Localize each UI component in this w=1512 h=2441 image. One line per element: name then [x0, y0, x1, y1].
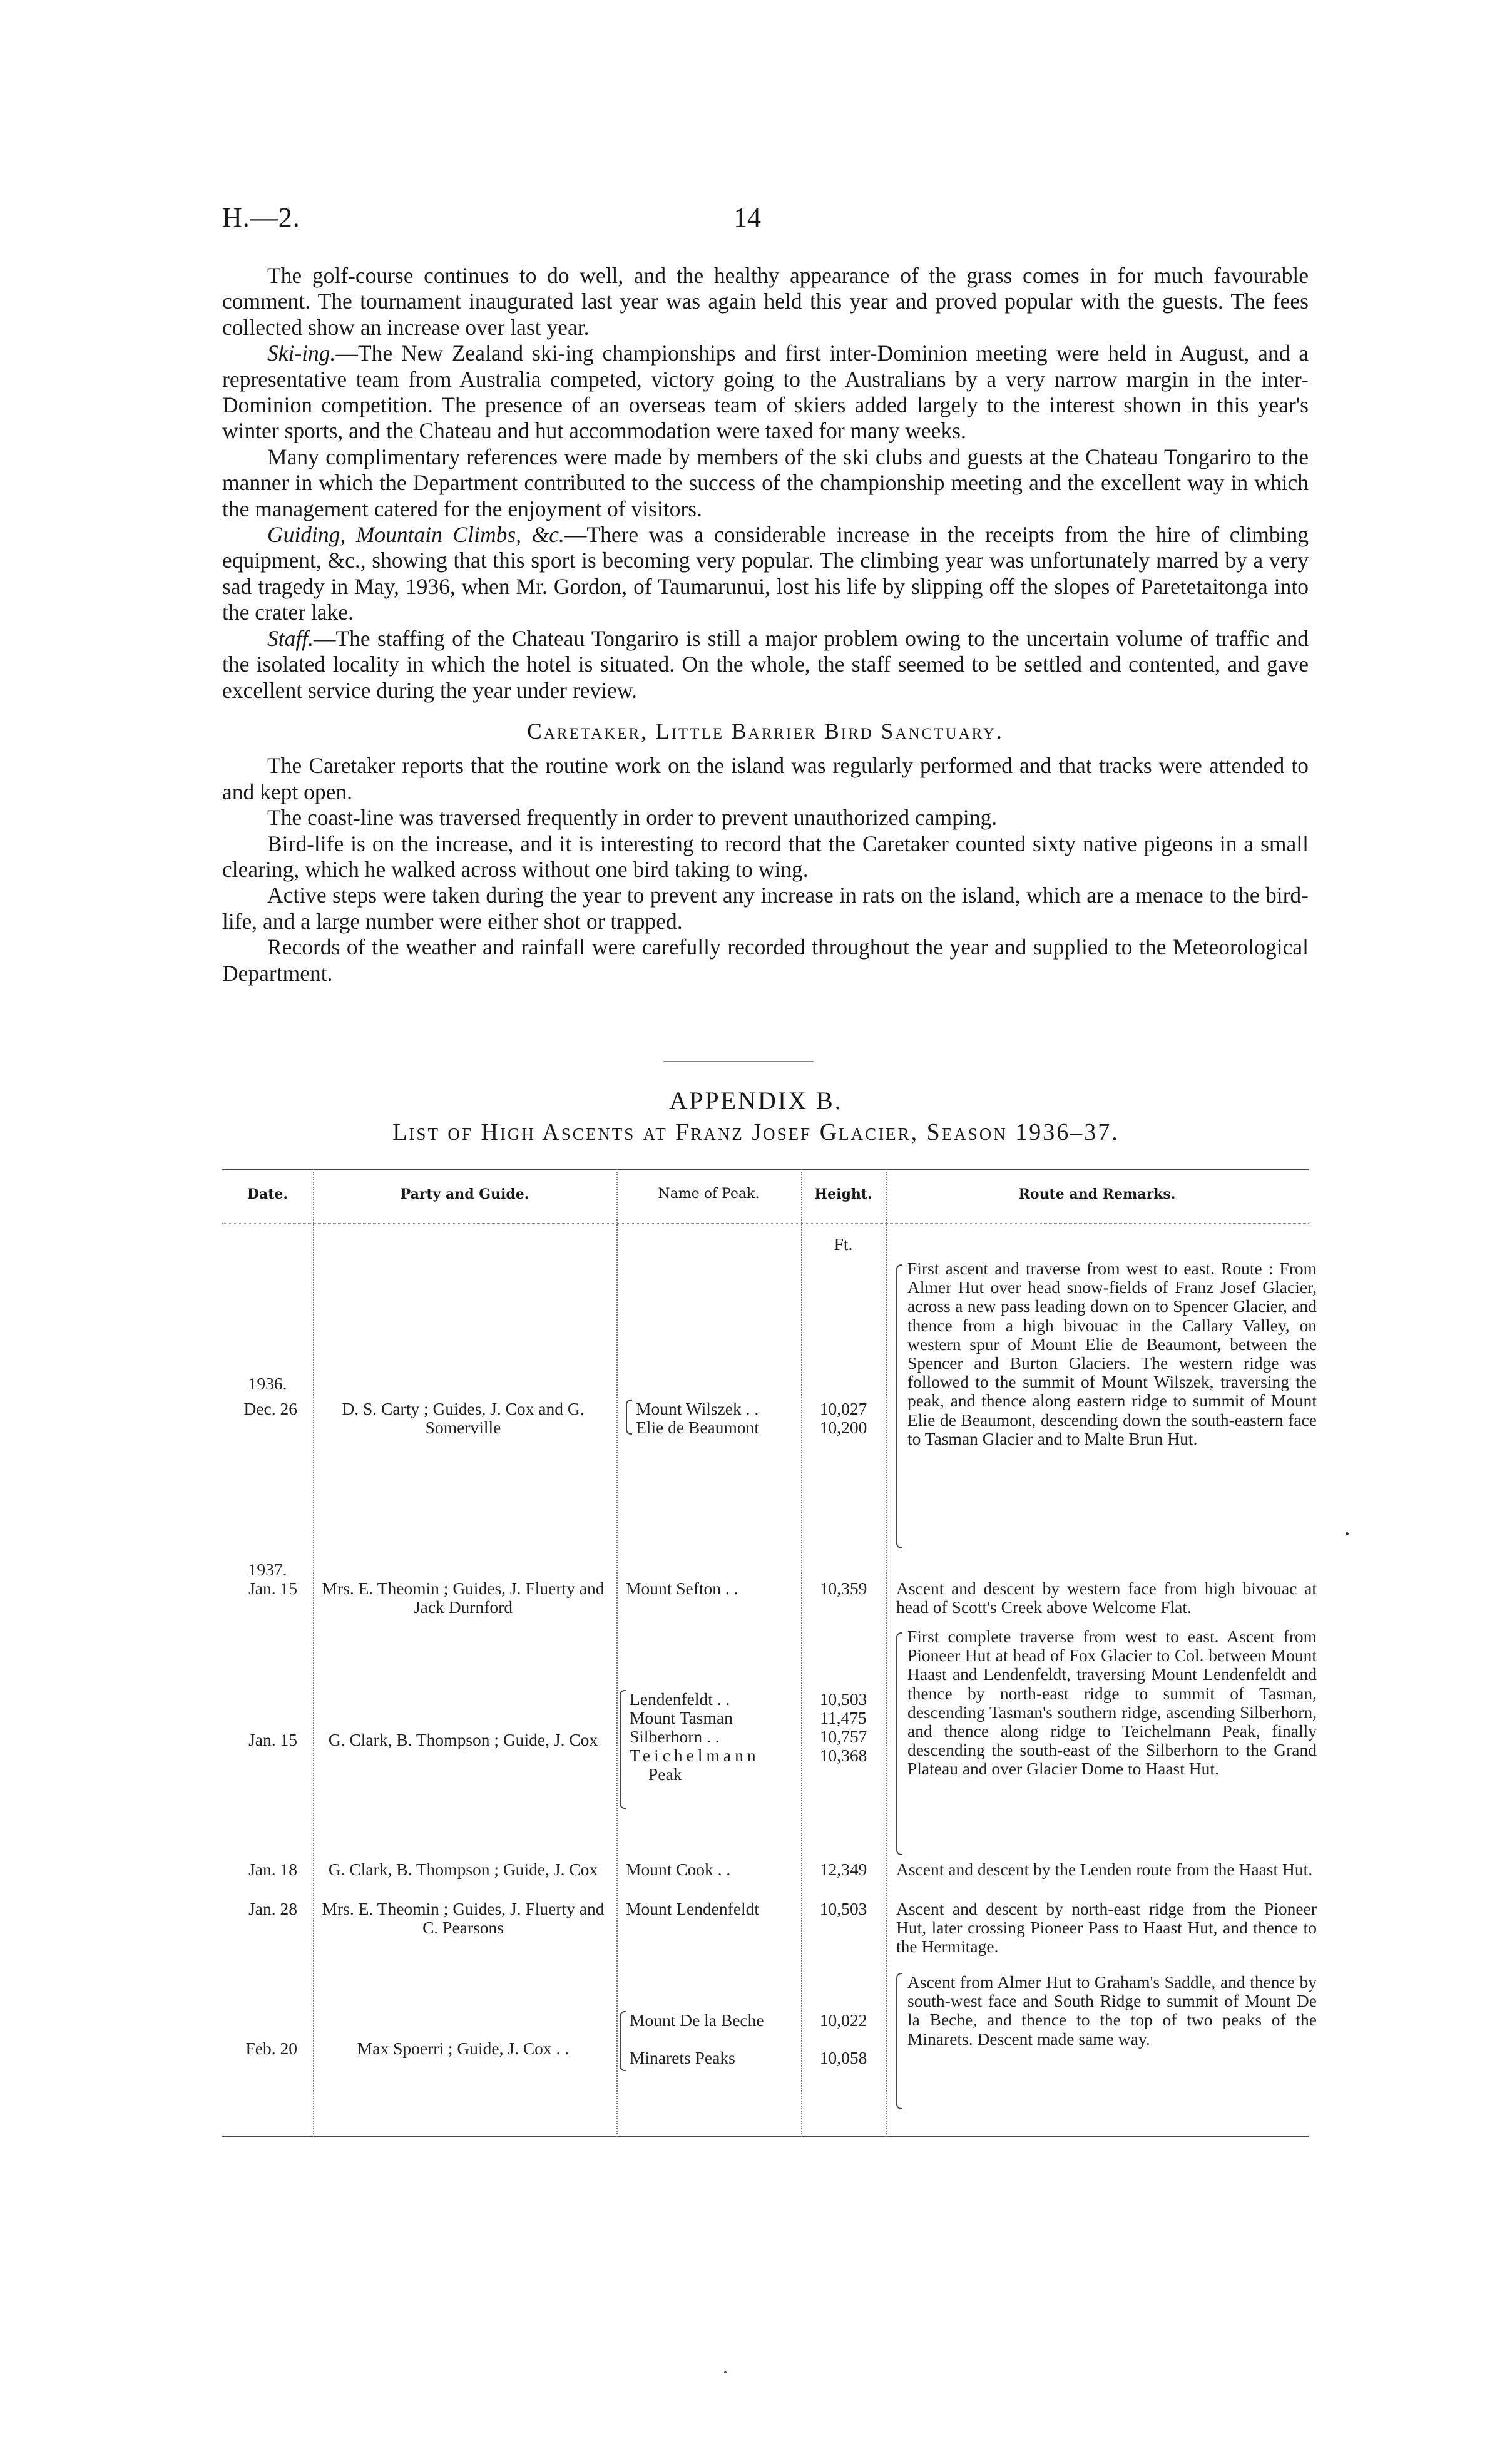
- paragraph-staff: [222, 626, 1309, 704]
- column-divider: [616, 1169, 618, 2137]
- appendix-subtitle: List of High Ascents at Franz Josef Glacier, Season 1936–37.: [392, 1119, 1120, 1145]
- table-row-1-party: D. S. Carty ; Guides, J. Cox and G. Somerville: [342, 1399, 585, 1438]
- report-body: [222, 263, 1309, 986]
- table-row-6-peak-2: Minarets Peaks: [630, 2048, 735, 2067]
- paragraph-rats: Active steps were taken during the year to prevent any increase in rats on the island, which are a menace to the bird-life, and a large number were either shot or trapped.: [222, 883, 1309, 934]
- paragraph-skiing: [222, 340, 1309, 444]
- ink-speck: [724, 2371, 727, 2373]
- paragraph-golf: The golf-course continues to do well, and the healthy appearance of the grass comes in for much favourable comment. The tournament inaugurated last year was again held this year and proved popular with the guests. The fees collected show an increase over last year.: [222, 263, 1309, 340]
- paragraph-birdlife: Bird-life is on the increase, and it is interesting to record that the Caretaker counted sixty native pigeons in a small clearing, which he walked across without one bird taking to wing.: [222, 831, 1309, 882]
- column-divider: [886, 1169, 887, 2137]
- table-row-2-height-1: 10,359: [819, 1579, 867, 1598]
- paragraph-coastline: The coast-line was traversed frequently in order to prevent unauthorized camping.: [267, 805, 998, 831]
- table-row-3-party: G. Clark, B. Thompson ; Guide, J. Cox: [328, 1730, 598, 1749]
- section-divider: [663, 1061, 814, 1062]
- table-row-2-route: Ascent and descent by western face from high bivouac at head of Scott's Creek above Welcome Flat.: [896, 1579, 1317, 1617]
- paragraph-complimentary: Many complimentary references were made by members of the ski clubs and guests at the Chateau Tongariro to the manner in which the Department contributed to the success of the championship meeting and the excellent way in which the management catered for the enjoyment of visitors.: [222, 444, 1309, 521]
- table-row-3-route-brace: [896, 1632, 902, 1855]
- table-header-rule: [222, 1223, 1309, 1224]
- table-row-1-height-1: 10,027: [819, 1399, 867, 1418]
- guiding-heading: Guiding, Mountain Climbs, &c.: [267, 522, 564, 548]
- table-row-1-peak-2: Elie de Beaumont: [636, 1418, 760, 1437]
- table-row-3-height-2: 11,475: [820, 1708, 867, 1727]
- guiding-text: —There was a considerable increase in the receipts from the hire of climbing equipment, &c., showing that this sport is becoming very popular. The climbing year was unfortunately marred by a very sad tragedy in May, 1936, when Mr. Gordon, of Taumarunui, lost his life by slipping off the slopes of Paretetaitonga into the crater lake.: [222, 522, 1309, 625]
- table-row-1-route: First ascent and traverse from west to east. Route : From Almer Hut over head snow-fields of Franz Josef Glacier, across a new pass leading down on to Spencer Glacier, and thence from a high bivouac in the Callary Valley, on western spur of Mount Elie de Beaumont, between the Spencer and Burton Glaciers. The western ridge was followed to the summit of Mount Wilszek, traversing the peak, and thence along eastern ridge to summit of Mount Elie de Beaumont, descending down the south-eastern face to Tasman Glacier and to Malte Brun Hut.: [907, 1259, 1317, 1448]
- table-row-3-height-4: 10,368: [819, 1746, 867, 1765]
- table-row-2-year: 1937.: [248, 1560, 287, 1579]
- table-row-5-peak-1: Mount Lendenfeldt: [626, 1899, 760, 1918]
- table-top-rule: [222, 1169, 1309, 1170]
- table-row-3-peak-5: Peak: [648, 1764, 682, 1784]
- staff-text: —The staffing of the Chateau Tongariro is still a major problem owing to the uncertain volume of traffic and the isolated locality in which the hotel is situated. On the whole, the staff seemed to be settled and contented, and gave excellent service during the year under review.: [222, 625, 1309, 703]
- table-row-6-peak-1: Mount De la Beche: [630, 2010, 764, 2030]
- table-row-6-route-brace: [896, 1973, 902, 2109]
- table-row-1-height-2: 10,200: [819, 1418, 867, 1437]
- table-row-6-height-2: 10,058: [819, 2048, 867, 2067]
- table-row-6-party: Max Spoerri ; Guide, J. Cox . .: [357, 2039, 570, 2058]
- table-row-5-route: Ascent and descent by north-east ridge from the Pioneer Hut, later crossing Pioneer Pass to Haast Hut, and thence to the Hermitage.: [896, 1899, 1317, 1957]
- height-unit: Ft.: [834, 1234, 853, 1254]
- table-row-3-peak-1: Lendenfeldt . .: [630, 1689, 730, 1709]
- table-row-4-peak-1: Mount Cook . .: [626, 1860, 731, 1879]
- table-row-3-route: First complete traverse from west to east. Ascent from Pioneer Hut at head of Fox Glacier to Col. between Mount Haast and Lendenfeldt, traversing Mount Lendenfeldt and thence by north-east ridge to summit of Tasman, descending Tasman's southern ridge, ascending Silberhorn, and thence along ridge to Teichelmann Peak, finally descending the south-east of the Silberhorn to the Grand Plateau and over Glacier Dome to Haast Hut.: [907, 1627, 1317, 1779]
- table-row-4-date: Jan. 18: [248, 1860, 297, 1879]
- paragraph-weather: Records of the weather and rainfall were carefully recorded throughout the year and supplied to the Meteorological Department.: [222, 934, 1309, 986]
- column-header-party: Party and Guide.: [400, 1186, 529, 1202]
- table-row-6-date: Feb. 20: [245, 2039, 297, 2058]
- paragraph-caretaker-routine: The Caretaker reports that the routine work on the island was regularly performed and that tracks were attended to and kept open.: [222, 753, 1309, 804]
- table-row-2-peak-1: Mount Sefton . .: [626, 1579, 738, 1598]
- skiing-text: —The New Zealand ski-ing championships and first inter-Dominion meeting were held in August, and a representative team from Australia competed, victory going to the Australians by a very narrow margin in the inter-Dominion competition. The presence of an overseas team of skiers added largely to the interest shown in this year's winter sports, and the Chateau and hut accommodation were taxed for many weeks.: [222, 340, 1309, 444]
- table-row-4-route: Ascent and descent by the Lenden route from the Haast Hut.: [896, 1860, 1313, 1879]
- column-header-route: Route and Remarks.: [1018, 1186, 1176, 1202]
- table-row-1-year: 1936.: [248, 1374, 287, 1393]
- table-row-3-peak-2: Mount Tasman: [630, 1708, 733, 1727]
- section-heading-caretaker: Caretaker, Little Barrier Bird Sanctuary.: [527, 718, 1004, 744]
- table-row-2-date: Jan. 15: [248, 1579, 297, 1598]
- table-row-3-height-3: 10,757: [819, 1727, 867, 1746]
- table-row-3-peak-4: Teichelmann: [630, 1746, 760, 1765]
- paragraph-guiding: [222, 522, 1309, 626]
- table-row-6-height-1: 10,022: [819, 2010, 867, 2030]
- table-row-4-height-1: 12,349: [819, 1860, 867, 1879]
- table-row-5-party: Mrs. E. Theomin ; Guides, J. Fluerty and C. Pearsons: [322, 1899, 605, 1938]
- table-bottom-rule: [222, 2136, 1309, 2137]
- table-row-6-route: Ascent from Almer Hut to Graham's Saddle, and thence by south-west face and South Ridge to summit of Mount De la Beche, and thence to the top of two peaks of the Minarets. Descent made same way.: [907, 1972, 1317, 2049]
- table-row-3-height-1: 10,503: [819, 1689, 867, 1709]
- column-header-date: Date.: [247, 1186, 289, 1202]
- table-row-3-peak-brace: [620, 1690, 626, 1809]
- skiing-heading: Ski-ing.: [267, 340, 336, 366]
- column-header-height: Height.: [814, 1186, 872, 1202]
- table-row-1-date: Dec. 26: [243, 1399, 297, 1418]
- table-row-1-peak-brace: [626, 1400, 632, 1435]
- ink-speck: [1346, 1532, 1349, 1535]
- appendix-title: APPENDIX B.: [669, 1087, 843, 1115]
- table-row-5-height-1: 10,503: [819, 1899, 867, 1918]
- table-row-3-date: Jan. 15: [248, 1730, 297, 1749]
- table-row-3-peak-3: Silberhorn . .: [630, 1727, 720, 1746]
- table-row-2-party: Mrs. E. Theomin ; Guides, J. Fluerty and Jack Durnford: [322, 1579, 605, 1617]
- table-row-5-date: Jan. 28: [248, 1899, 297, 1918]
- column-header-peak: Name of Peak.: [658, 1186, 760, 1202]
- table-row-4-party: G. Clark, B. Thompson ; Guide, J. Cox: [328, 1860, 598, 1879]
- table-row-6-peak-brace: [620, 2011, 626, 2071]
- page-header-reference: H.—2.: [222, 202, 300, 233]
- staff-heading: Staff.: [267, 625, 314, 651]
- page-number: 14: [733, 202, 761, 233]
- table-row-1-peak-1: Mount Wilszek . .: [636, 1399, 759, 1418]
- column-divider: [313, 1169, 314, 2137]
- column-divider: [801, 1169, 802, 2137]
- table-row-1-route-brace: [896, 1264, 902, 1548]
